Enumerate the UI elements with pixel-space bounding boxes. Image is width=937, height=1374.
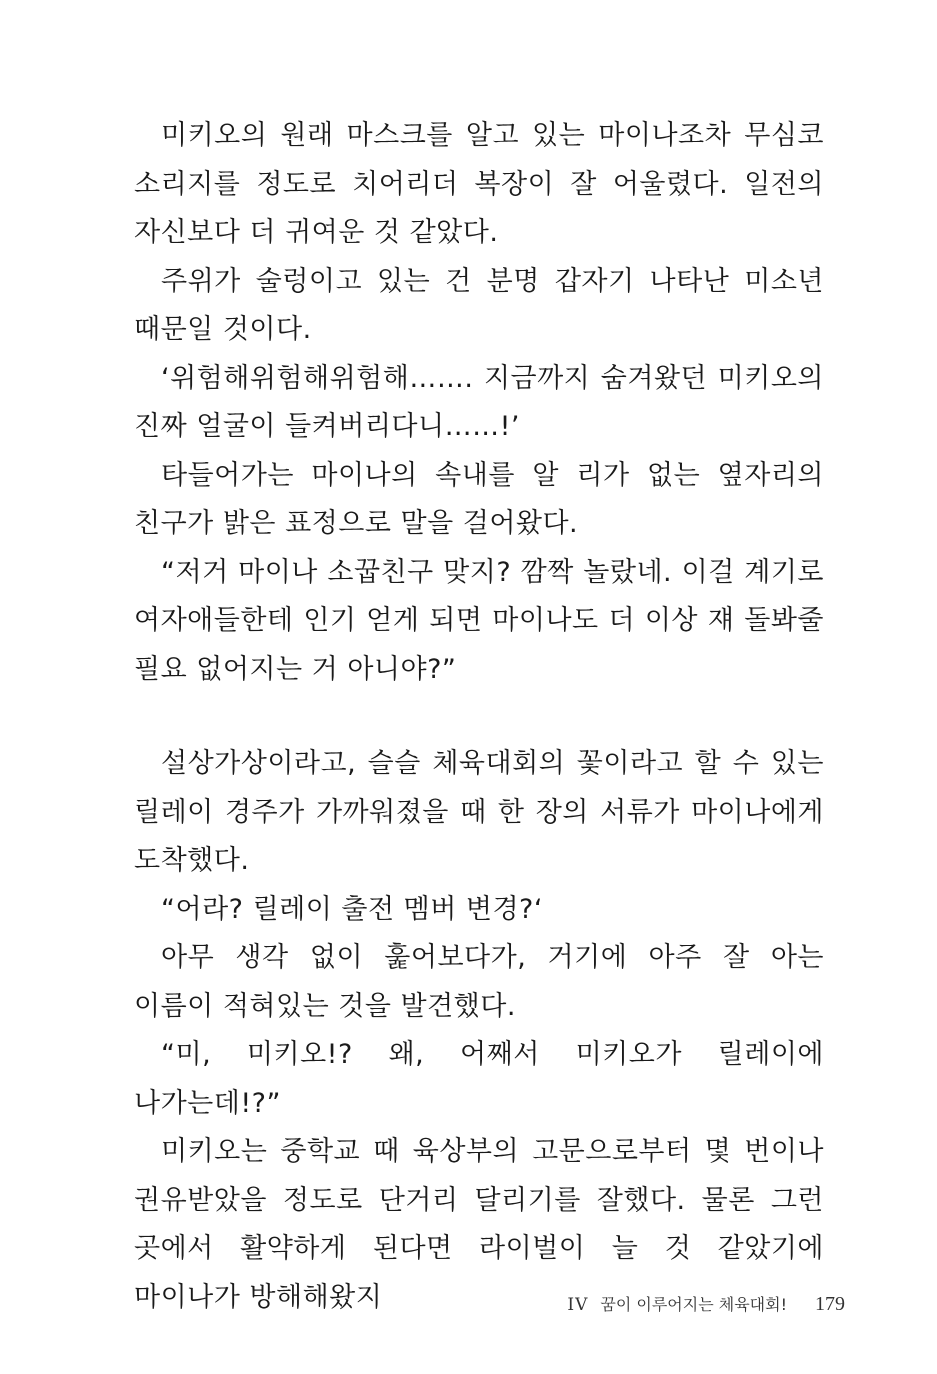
paragraph: “미, 미키오!? 왜, 어째서 미키오가 릴레이에 나가는데!?” [134,1039,824,1119]
paragraph: 미키오는 중학교 때 육상부의 고문으로부터 몇 번이나 권유받았을 정도로 단거리 달리기를 잘했다. 물론 그런 곳에서 활약하게 된다면 라이벌이 늘 것 같았기에 마이나가 방해해왔지 [134,1136,824,1313]
paragraph: “어라? 릴레이 출전 멤버 변경?‘ [161,893,543,925]
text-section-1 [134,112,824,694]
paragraph: 설상가상이라고, 슬슬 체육대회의 꽃이라고 할 수 있는 릴레이 경주가 가까워졌을 때 한 장의 서류가 마이나에게 도착했다. [134,748,824,876]
page-footer [567,1292,845,1316]
paragraph: 미키오의 원래 마스크를 알고 있는 마이나조차 무심코 소리지를 정도로 치어리더 복장이 잘 어울렸다. 일전의 자신보다 더 귀여운 것 같았다. [134,120,824,248]
paragraph: 주위가 술렁이고 있는 건 분명 갑자기 나타난 미소년 때문일 것이다. [134,265,824,345]
text-section-2 [134,740,824,1322]
paragraph: ‘위험해위험해위험해……. 지금까지 숨겨왔던 미키오의 진짜 얼굴이 들켜버리다니……!’ [134,362,824,442]
chapter-title: 꿈이 이루어지는 체육대회! [600,1295,787,1314]
paragraph: “저거 마이나 소꿉친구 맞지? 깜짝 놀랐네. 이걸 계기로 여자애들한테 인기 얻게 되면 마이나도 더 이상 쟤 돌봐줄 필요 없어지는 거 아니야?” [134,556,824,685]
page-number: 179 [815,1293,845,1315]
paragraph: 아무 생각 없이 훑어보다가, 거기에 아주 잘 아는 이름이 적혀있는 것을 발견했다. [134,942,824,1022]
part-number: IV [567,1295,589,1315]
paragraph: 타들어가는 마이나의 속내를 알 리가 없는 옆자리의 친구가 밝은 표정으로 말을 걸어왔다. [134,459,824,539]
